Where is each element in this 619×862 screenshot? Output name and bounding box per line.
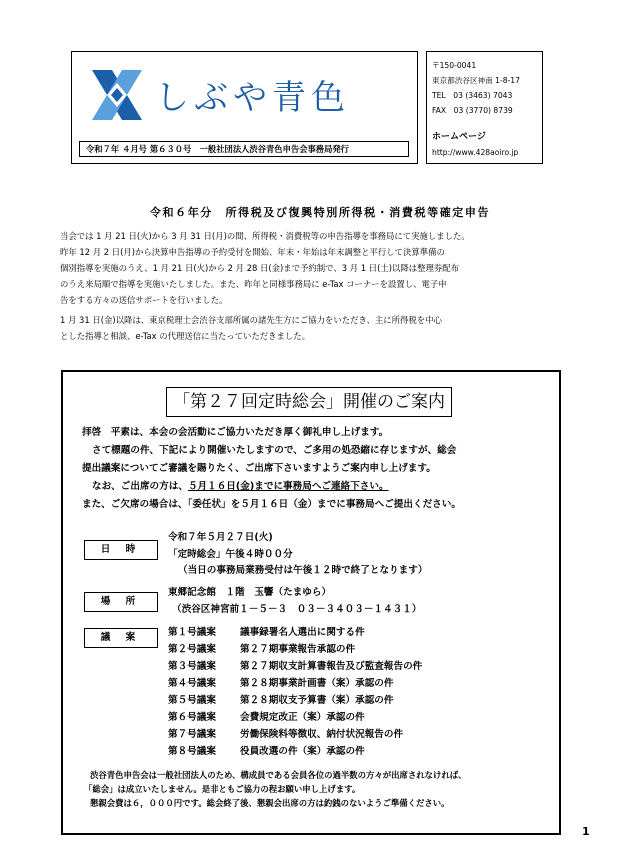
agenda-number: 第８号議案: [168, 746, 216, 757]
logo-text: しぶや青色: [155, 78, 350, 118]
issue-line: 令和７年 ４月号 第６３０号 一般社団法人渋谷青色申告会事務局発行: [79, 141, 409, 157]
agenda-item: [168, 709, 365, 726]
venue-address: （渋谷区神宮前１－５－３ ０３－３４０３－１４３１）: [172, 604, 422, 615]
agenda-text: 第２８期収支予算書（案）承認の件: [240, 695, 394, 706]
agenda-item: [168, 726, 403, 743]
agenda-item: [168, 743, 365, 760]
contact-box: [426, 51, 543, 164]
intro-line: のうえ来局順で指導を実施いたしました。また、昨年と同様事務局に e-Tax コーナーを設置し、電子申: [60, 279, 447, 289]
agenda-number: 第５号議案: [168, 695, 216, 706]
logo-mark-icon: [88, 66, 146, 124]
date-line: 令和７年５月２７日(火): [168, 532, 273, 543]
agenda-number: 第４号議案: [168, 678, 216, 689]
agenda-number: 第１号議案: [168, 627, 216, 638]
notice-line: さて標題の件、下記により開催いたしますので、ご多用の処恐縮に存じますが、総会: [92, 445, 457, 456]
notice-line: 提出議案についてご審議を賜りたく、ご出席下さいますようご案内申し上げます。: [82, 463, 436, 474]
agenda-text: 会費規定改正（案）承認の件: [240, 712, 365, 723]
agenda-item: [168, 641, 355, 658]
agenda-number: 第７号議案: [168, 729, 216, 740]
venue-name: 東郷記念館 １階 玉響（たまゆら）: [168, 587, 332, 598]
page-number: 1: [582, 825, 590, 838]
intro-line: 告をする方々の送信サポートを行いました。: [60, 295, 228, 305]
postal-code: 〒150-0041: [432, 61, 477, 70]
footer-note: 渋谷青色申告会は一般社団法人のため、構成員である会員各位の過半数の方々が出席されなければ、: [90, 770, 467, 780]
intro-line: とした指導と相談、e-Tax の代理送信に当たっていただきました。: [60, 331, 311, 341]
notice-line-deadline: [92, 478, 389, 496]
agenda-text: 第２８期事業計画書（案）承認の件: [240, 678, 394, 689]
footer-note: 「総会」は成立いたしません。是非ともご協力の程お願い申し上げます。: [84, 784, 361, 794]
notice-line: また、ご欠席の場合は、「委任状」を５月１６日（金）までに事務局へご提出ください。: [82, 499, 461, 510]
meeting-time: 「定時総会」午後４時００分: [168, 549, 293, 560]
agenda-text: 議事録署名人選出に関する件: [240, 627, 365, 638]
agenda-text: 第２７期事業報告承認の件: [240, 644, 356, 655]
homepage-url[interactable]: http://www.428aoiro.jp: [432, 148, 519, 157]
place-label: 場 所: [84, 592, 158, 612]
homepage-label: ホームページ: [432, 132, 486, 142]
agenda-item: [168, 658, 422, 675]
agenda-item: [168, 692, 394, 709]
intro-line: 当会では 1 月 21 日(火)から 3 月 31 日(月)の間、所得税・消費税等の申告指導を事務局にて実施しました。: [60, 231, 470, 241]
notice-title: 「第２７回定時総会」開催のご案内: [166, 387, 452, 417]
date-label: 日 時: [84, 540, 158, 560]
deadline-underlined: ５月１６日(金)までに事務局へご連絡下さい。: [187, 481, 389, 492]
intro-title: 令和６年分 所得税及び復興特別所得税・消費税等確定申告: [149, 206, 491, 219]
agenda-item: [168, 675, 394, 692]
intro-line: 1 月 31 日(金)以降は、東京税理士会渋谷支部所属の諸先生方にご協力をいただき、主に所得税を中心: [60, 315, 442, 325]
tel: TEL 03 (3463) 7043: [432, 91, 513, 100]
intro-line: 昨年 12 月 2 日(月)から決算申告指導の予約受付を開始、年末・年始は年末調整と平行して決算準備の: [60, 247, 445, 257]
agenda-number: 第６号議案: [168, 712, 216, 723]
deadline-prefix: なお、ご出席の方は、: [92, 481, 188, 492]
reception-note: （当日の事務局業務受付は午後１２時で終了となります）: [178, 565, 428, 576]
agenda-label: 議 案: [84, 628, 158, 648]
notice-greeting: 拝啓 平素は、本会の会活動にご協力いただき厚く御礼申し上げます。: [82, 427, 389, 438]
agenda-text: 役員改選の件（案）承認の件: [240, 746, 365, 757]
agenda-number: 第２号議案: [168, 644, 216, 655]
agenda-number: 第３号議案: [168, 661, 216, 672]
agenda-text: 第２７期収支計算書報告及び監査報告の件: [240, 661, 423, 672]
fax: FAX 03 (3770) 8739: [432, 106, 513, 115]
intro-line: 個別指導を実施のうえ、1 月 21 日(火)から 2 月 28 日(金)まで予約制で、3 月 1 日(土)以降は整理券配布: [60, 263, 460, 273]
agenda-text: 労働保険料等徴収、納付状況報告の件: [240, 729, 404, 740]
footer-note: 懇親会費は６，０００円です。総会終了後、懇親会出席の方は釣銭のないようご準備ください。: [90, 798, 450, 808]
agenda-item: [168, 624, 365, 641]
address: 東京都渋谷区神南 1-8-17: [432, 76, 520, 85]
